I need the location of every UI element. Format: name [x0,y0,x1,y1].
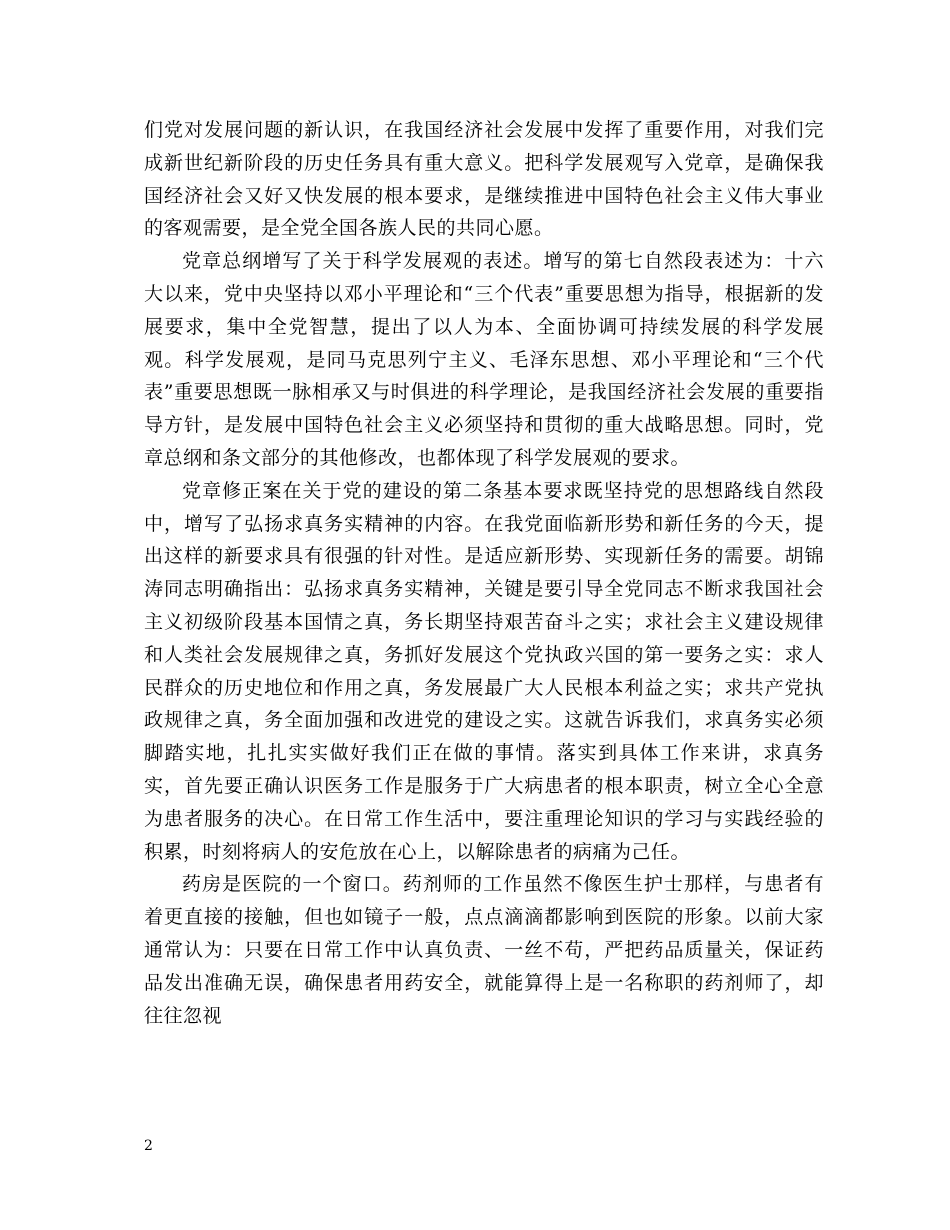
paragraph-seeking-truth: 党章修正案在关于党的建设的第二条基本要求既坚持党的思想路线自然段中，增写了弘扬求真务实精神的内容。在我党面临新形势和新任务的今天，提出这样的新要求具有很强的针对性。是适应新形势、实现新任务的需要。胡锦涛同志明确指出：弘扬求真务实精神，关键是要引导全党同志不断求我国社会主义初级阶段基本国情之真，务长期坚持艰苦奋斗之实；求社会主义建设规律和人类社会发展规律之真，务抓好发展这个党执政兴国的第一要务之实：求人民群众的历史地位和作用之真，务发展最广大人民根本利益之实；求共产党执政规律之真，务全面加强和改进党的建设之实。这就告诉我们，求真务实必须脚踏实地，扎扎实实做好我们正在做的事情。落实到具体工作来讲，求真务实，首先要正确认识医务工作是服务于广大病患者的根本职责，树立全心全意为患者服务的决心。在日常工作生活中，要注重理论知识的学习与实践经验的积累，时刻将病人的安危放在心上，以解除患者的病痛为己任。 [144,479,824,863]
paragraph-continuation: 们党对发展问题的新认识，在我国经济社会发展中发挥了重要作用，对我们完成新世纪新阶段的历史任务具有重大意义。把科学发展观写入党章，是确保我国经济社会又好又快发展的根本要求，是继续推进中国特色社会主义伟大事业的客观需要，是全党全国各族人民的共同心愿。 [144,119,824,240]
body-text [144,114,824,1032]
page-number: 2 [144,1138,153,1154]
paragraph-scientific-development: 党章总纲增写了关于科学发展观的表述。增写的第七自然段表述为：十六大以来，党中央坚持以邓小平理论和“三个代表”重要思想为指导，根据新的发展要求，集中全党智慧，提出了以人为本、全面协调可持续发展的科学发展观。科学发展观，是同马克思列宁主义、毛泽东思想、邓小平理论和“三个代表”重要思想既一脉相承又与时俱进的科学理论，是我国经济社会发展的重要指导方针，是发展中国特色社会主义必须坚持和贯彻的重大战略思想。同时，党章总纲和条文部分的其他修改，也都体现了科学发展观的要求。 [144,250,824,469]
paragraph-pharmacy: 药房是医院的一个窗口。药剂师的工作虽然不像医生护士那样，与患者有着更直接的接触，但也如镜子一般，点点滴滴都影响到医院的形象。以前大家通常认为：只要在日常工作中认真负责、一丝不苟，严把药品质量关，保证药品发出准确无误，确保患者用药安全，就能算得上是一名称职的药剂师了，却往往忽视 [144,873,824,1027]
